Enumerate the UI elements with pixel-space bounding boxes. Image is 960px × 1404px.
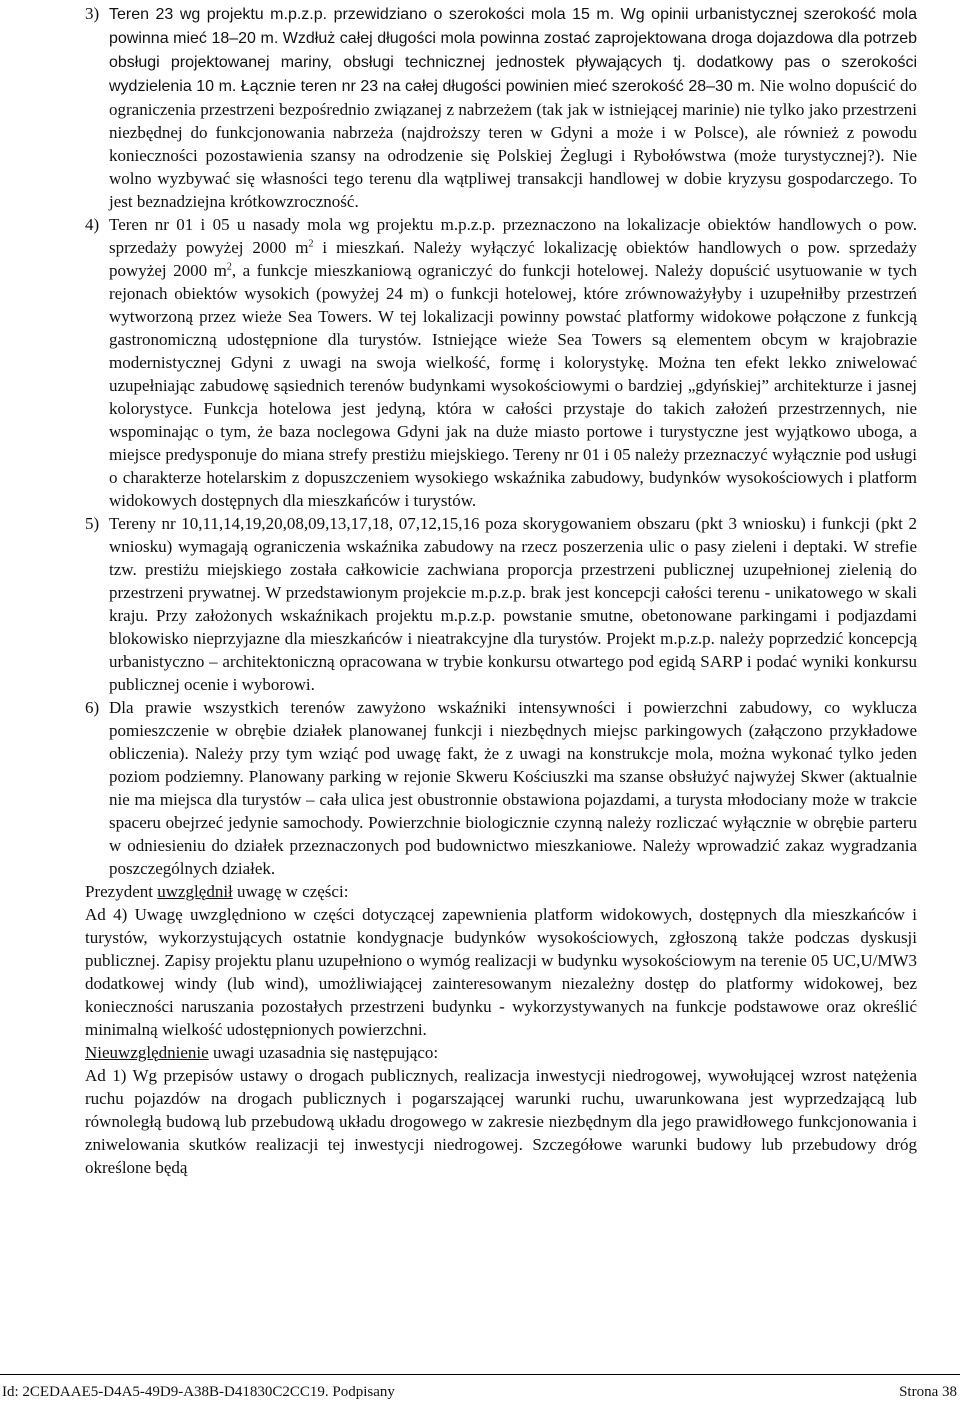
list-item-4 (85, 213, 917, 512)
text-segment: i mieszkań. Należy wyłączyć lokalizację obiektów handlowych o pow. sprzedaży powyżej 2000 m (109, 238, 917, 280)
list-item-text: Tereny nr 10,11,14,19,20,08,09,13,17,18, 07,12,15,16 poza skorygowaniem obszaru (pkt 3 wniosku) i funkcji (pkt 2 wniosku) wymagają ograniczenia wskaźnika zabudowy na rzecz poszerzenia ulic o pasy zieleni i deptaki. W strefie tzw. prestiżu miejskiego została całkowicie zachwiana proporcja przestrzeni publicznej uzupełnionej zielenią do przestrzeni prywatnej. W przedstawionym projekcie m.p.z.p. brak jest koncepcji całości terenu - unikatowego w skali kraju. Przy założonych wskaźnikach projektu m.p.z.p. powstanie smutne, obetonowane parkingami i podjazdami blokowisko nieprzyjazne dla mieszkańców i nieatrakcyjne dla turystów. Projekt m.p.z.p. należy poprzedzić koncepcją urbanistyczno – architektoniczną opracowana w trybie konkursu otwartego pod egidą SARP i podać wyniki konkursu publicznej ocenie i wyborowi. (109, 514, 917, 694)
president-line (85, 880, 917, 903)
list-item-5 (85, 512, 917, 696)
superscript: 2 (226, 261, 232, 273)
underlined-word: uwzględnił (157, 882, 233, 901)
list-item-text (109, 213, 917, 512)
underlined-word: Nieuwzględnienie (85, 1043, 209, 1062)
serif-text: Nie wolno dopuścić do ograniczenia przestrzeni bezpośrednio związanej z nabrzeżem (tak jak w istniejącej marinie) nie tylko jako przestrzeni niezbędnej do funkcjonowania nabrzeża (najdroższy teren w Gdyni a może i w Polsce), ale również z powodu konieczności pozostawienia szansy na odrodzenie się Polskiej Żeglugi i Rybołówstwa (może turystycznej?). Nie wolno wyzbywać się własności tego terenu dla wątpliwej transakcji handlowej w dobie kryzysu gospodarczego. To jest beznadziejna krótkowzroczność. (109, 76, 917, 211)
list-number: 4) (85, 215, 100, 234)
footer-divider (0, 1374, 960, 1375)
list-number: 6) (85, 698, 100, 717)
list-item-3 (85, 2, 917, 213)
text-segment: Teren nr 01 i 05 u nasady mola wg projektu m.p.z.p. przeznaczono na lokalizacje obiektów handlowych o pow. sprzedaży powyżej 2000 m (109, 215, 917, 257)
list-number: 5) (85, 514, 100, 533)
document-id: Id: 2CEDAAE5-D4A5-49D9-A38B-D41830C2CC19. Podpisany (2, 1384, 395, 1400)
sans-text: Teren 23 wg projektu m.p.z.p. przewidziano o szerokości mola 15 m. Wg opinii urbanistycznej szerokość mola powinna mieć 18–20 m. Wzdłuż całej długości mola powinna zostać zaprojektowana droga dojazdowa dla potrzeb obsługi projektowanej mariny, obsługi technicznej jednostek pływających tj. dodatkowy pas o szerokości wydzielenia 10 m. Łącznie teren nr 23 na całej długości powinien mieć szerokość 28–30 m. (109, 6, 917, 95)
text-segment: uwagi uzasadnia się następująco: (208, 1043, 439, 1062)
list-number: 3) (85, 4, 100, 23)
list-item-6 (85, 696, 917, 880)
superscript: 2 (308, 238, 314, 250)
document-body (85, 2, 917, 880)
page-number: Strona 38 (899, 1384, 957, 1400)
text-segment: Prezydent (85, 882, 158, 901)
text-segment: uwagę w części: (232, 882, 349, 901)
list-item-text (109, 2, 917, 213)
ad1-paragraph: Ad 1) Wg przepisów ustawy o drogach publicznych, realizacja inwestycji niedrogowej, wywołującej wzrost natężenia ruchu pojazdów na drogach publicznych i pogarszającej warunki ruchu, uwarunkowana jest wyprzedzającą lub równoległą budową lub przebudową układu drogowego w zakresie niezbędnym dla jego prawidłowego funkcjonowania i zniwelowania skutków realizacji tej inwestycji niedrogowej. Szczegółowe warunki budowy lub przebudowy dróg określone będą (85, 1066, 917, 1177)
text-segment: , a funkcje mieszkaniową ograniczyć do funkcji hotelowej. Należy dopuścić usytuowanie w tych rejonach obiektów wysokich (powyżej 24 m) o funkcji hotelowej, które zrównoważyłyby i uzupełniłby przestrzeń wytworzoną przez wieże Sea Towers. W tej lokalizacji powinny powstać platformy widokowe połączone z funkcją gastronomiczną udostępnione dla turystów. Istniejące wieże Sea Towers są elementem obcym w krajobrazie modernistycznej Gdyni z uwagi na swoja wielkość, formę i kolorystykę. Można ten efekt lekko zniwelować uzupełniając zabudowę sąsiednich terenów budynkami wysokościowymi o bardziej „gdyńskiej” architekturze i jasnej kolorystyce. Funkcja hotelowa jest jedyną, która w całości przystaje do takich założeń przestrzennych, nie wspominając o tym, że baza noclegowa Gdyni jak na duże miasto portowe i turystyczne jest wyjątkowo uboga, a miejsce predysponuje do miana strefy prestiżu miejskiego. Tereny nr 01 i 05 należy przeznaczyć wyłącznie pod usługi o charakterze hotelarskim z dopuszczeniem wysokiego wskaźnika zabudowy, budynków wysokościowych i platform widokowych dostępnych dla mieszkańców i turystów. (109, 261, 917, 510)
rejection-line (85, 1041, 917, 1064)
list-item-text: Dla prawie wszystkich terenów zawyżono wskaźniki intensywności i powierzchni zabudowy, co wyklucza pomieszczenie w obrębie działek planowanej funkcji i niezbędnych miejsc parkingowych (załączono przykładowe obliczenia). Należy przy tym wziąć pod uwagę fakt, że z uwagi na konstrukcje mola, można wykonać tylko jeden poziom podziemny. Planowany parking w rejonie Skweru Kościuszki ma szanse obsłużyć najwyżej Skwer (aktualnie nie ma miejsca dla turystów – cała ulica jest obustronnie obstawiona pojazdami, a turysta młodociany może w trakcie spaceru obejrzeć jedynie samochody. Powierzchnie biologicznie czynną należy rozliczać wyłącznie w obrębie parteru w odniesieniu do działek przeznaczonych pod budownictwo mieszkaniowe. Należy wprowadzić zakaz wygradzania poszczególnych działek. (109, 698, 917, 878)
ad4-paragraph: Ad 4) Uwagę uwzględniono w części dotyczącej zapewnienia platform widokowych, dostępnych dla mieszkańców i turystów, wykorzystujących ostatnie kondygnacje budynków wysokościowych, zgłoszoną także podczas dyskusji publicznej. Zapisy projektu planu uzupełniono o wymóg realizacji w budynku wysokościowym na terenie 05 UC,U/MW3 dodatkowej windy (lub wind), umożliwiającej zainteresowanym niezależny dostęp do platformy widokowej, bez konieczności naruszania pozostałych przestrzeni budynku - wykorzystywanych na funkcje podstawowe oraz określić minimalną wielkość udostępnionych powierzchni. (85, 905, 917, 1039)
decision-block (85, 880, 917, 1179)
